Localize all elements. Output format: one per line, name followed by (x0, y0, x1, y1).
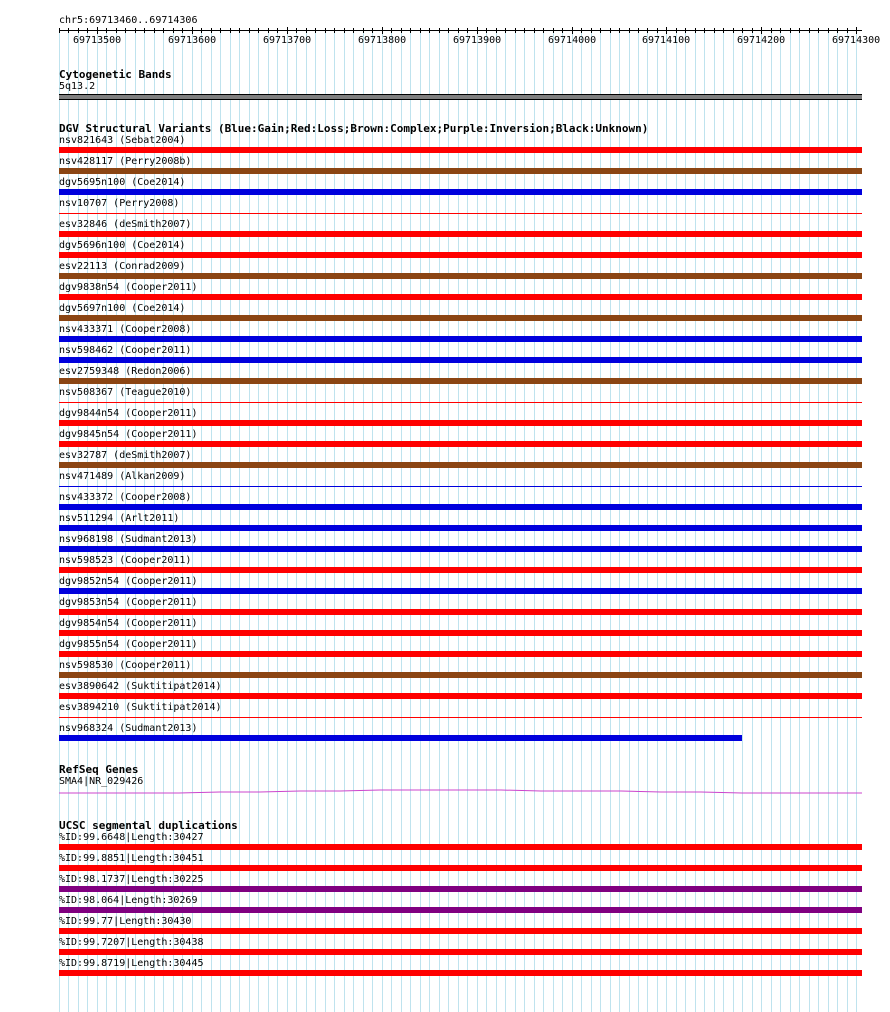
ruler-minor-tick (372, 28, 373, 33)
dgv-feature-bar[interactable] (59, 693, 862, 699)
ruler-minor-tick (647, 28, 648, 33)
dgv-feature-bar[interactable] (59, 420, 862, 426)
ruler-minor-tick (239, 28, 240, 33)
dgv-feature-label[interactable]: esv2759348 (Redon2006) (59, 366, 192, 377)
ruler-minor-tick (591, 28, 592, 33)
ruler-minor-tick (258, 28, 259, 33)
ruler-minor-tick (477, 27, 478, 34)
dgv-feature-bar[interactable] (59, 378, 862, 384)
dgv-feature-bar[interactable] (59, 609, 862, 615)
dgv-feature-bar[interactable] (59, 672, 862, 678)
ruler-tick-label: 69713600 (168, 35, 217, 46)
ruler-minor-tick (448, 28, 449, 33)
dgv-feature-bar[interactable] (59, 336, 862, 342)
segdup-feature-label[interactable]: %ID:99.8851|Length:30451 (59, 853, 204, 864)
ruler-minor-tick (676, 28, 677, 33)
dgv-feature-label[interactable]: esv22113 (Conrad2009) (59, 261, 186, 272)
dgv-feature-bar[interactable] (59, 189, 862, 195)
dgv-feature-label[interactable]: nsv598523 (Cooper2011) (59, 555, 192, 566)
dgv-feature-label[interactable]: nsv508367 (Teague2010) (59, 387, 192, 398)
ruler-minor-tick (154, 28, 155, 33)
dgv-feature-bar[interactable] (59, 735, 742, 741)
ruler-minor-tick (581, 28, 582, 33)
dgv-feature-label[interactable]: nsv511294 (Arlt2011) (59, 513, 180, 524)
ruler-minor-tick (353, 28, 354, 33)
ruler-minor-tick (391, 28, 392, 33)
segdup-feature-bar[interactable] (59, 844, 862, 850)
ruler-minor-tick (619, 28, 620, 33)
dgv-feature-label[interactable]: esv32787 (deSmith2007) (59, 450, 192, 461)
ruler-minor-tick (78, 28, 79, 33)
ruler-minor-tick (685, 28, 686, 33)
locus-label: chr5:69713460..69714306 (59, 15, 198, 26)
segdup-feature-bar[interactable] (59, 970, 862, 976)
segdup-feature-label[interactable]: %ID:99.6648|Length:30427 (59, 832, 204, 843)
ruler-tick-label: 69714000 (548, 35, 597, 46)
ruler-minor-tick (106, 28, 107, 33)
ruler-tick-label: 69714100 (642, 35, 691, 46)
ruler-tick-label: 69714300 (832, 35, 881, 46)
ruler-minor-tick (657, 28, 658, 33)
ruler-minor-tick (429, 28, 430, 33)
dgv-feature-bar[interactable] (59, 357, 862, 363)
dgv-feature-bar[interactable] (59, 486, 862, 487)
dgv-feature-bar[interactable] (59, 651, 862, 657)
ruler-minor-tick (467, 28, 468, 33)
ruler-minor-tick (325, 28, 326, 33)
segdup-track-title: UCSC segmental duplications (59, 819, 238, 832)
ruler-minor-tick (505, 28, 506, 33)
dgv-feature-label[interactable]: nsv598462 (Cooper2011) (59, 345, 192, 356)
refseq-intron-line[interactable] (59, 790, 862, 793)
ruler-minor-tick (334, 28, 335, 33)
dgv-feature-label[interactable]: nsv10707 (Perry2008) (59, 198, 180, 209)
ruler-minor-tick (553, 28, 554, 33)
dgv-feature-bar[interactable] (59, 252, 862, 258)
ruler-minor-tick (182, 28, 183, 33)
ruler-minor-tick (287, 27, 288, 34)
dgv-feature-bar[interactable] (59, 168, 862, 174)
ruler-minor-tick (363, 28, 364, 33)
ruler-minor-tick (486, 28, 487, 33)
dgv-feature-label[interactable]: nsv471489 (Alkan2009) (59, 471, 186, 482)
dgv-feature-label[interactable]: esv3890642 (Suktitipat2014) (59, 681, 222, 692)
dgv-feature-label[interactable]: dgv9852n54 (Cooper2011) (59, 576, 198, 587)
ruler-minor-tick (714, 28, 715, 33)
dgv-feature-bar[interactable] (59, 525, 862, 531)
segdup-feature-bar[interactable] (59, 886, 862, 892)
ruler-minor-tick (249, 28, 250, 33)
ruler-minor-tick (68, 28, 69, 33)
dgv-feature-bar[interactable] (59, 462, 862, 468)
ruler-minor-tick (315, 28, 316, 33)
ruler-tick-label: 69713700 (263, 35, 312, 46)
dgv-feature-label[interactable]: dgv9855n54 (Cooper2011) (59, 639, 198, 650)
dgv-feature-label[interactable]: dgv5696n100 (Coe2014) (59, 240, 186, 251)
ruler-minor-tick (742, 28, 743, 33)
dgv-feature-label[interactable]: nsv598530 (Cooper2011) (59, 660, 192, 671)
ruler-minor-tick (277, 28, 278, 33)
dgv-feature-bar[interactable] (59, 231, 862, 237)
ruler-minor-tick (211, 28, 212, 33)
segdup-feature-label[interactable]: %ID:99.77|Length:30430 (59, 916, 192, 927)
ruler-minor-tick (629, 28, 630, 33)
ruler-minor-tick (163, 28, 164, 33)
ruler-minor-tick (344, 28, 345, 33)
segdup-feature-label[interactable]: %ID:99.8719|Length:30445 (59, 958, 204, 969)
cytoband-track-title: Cytogenetic Bands (59, 68, 172, 81)
ruler-minor-tick (856, 27, 857, 34)
dgv-feature-label[interactable]: nsv968324 (Sudmant2013) (59, 723, 198, 734)
ruler-minor-tick (220, 28, 221, 33)
ruler-minor-tick (543, 28, 544, 33)
ruler-minor-tick (382, 27, 383, 34)
segdup-feature-bar[interactable] (59, 907, 862, 913)
refseq-gene-model[interactable] (59, 786, 862, 796)
dgv-track-title: DGV Structural Variants (Blue:Gain;Red:Loss;Brown:Complex;Purple:Inversion;Black:Unknown) (59, 122, 649, 135)
ruler-tick-label: 69713900 (453, 35, 502, 46)
dgv-feature-bar[interactable] (59, 504, 862, 510)
ruler-tick-label: 69713500 (73, 35, 122, 46)
ruler-minor-tick (458, 28, 459, 33)
ruler-minor-tick (59, 28, 60, 33)
ruler-minor-tick (201, 28, 202, 33)
ruler-minor-tick (116, 28, 117, 33)
dgv-feature-bar[interactable] (59, 147, 862, 153)
ruler-minor-tick (534, 28, 535, 33)
dgv-feature-bar[interactable] (59, 315, 862, 321)
ruler-minor-tick (410, 28, 411, 33)
dgv-feature-bar[interactable] (59, 630, 862, 636)
ruler-minor-tick (230, 28, 231, 33)
dgv-feature-bar[interactable] (59, 717, 862, 718)
ruler-tick-label: 69713800 (358, 35, 407, 46)
ruler-minor-tick (847, 28, 848, 33)
ruler-minor-tick (296, 28, 297, 33)
dgv-feature-bar[interactable] (59, 273, 862, 279)
segdup-feature-label[interactable]: %ID:98.1737|Length:30225 (59, 874, 204, 885)
cytoband-bar[interactable] (59, 94, 862, 100)
ruler-minor-tick (600, 28, 601, 33)
dgv-feature-bar[interactable] (59, 402, 862, 403)
ruler-minor-tick (809, 28, 810, 33)
ruler-minor-tick (125, 28, 126, 33)
ruler-minor-tick (771, 28, 772, 33)
ruler-minor-tick (837, 28, 838, 33)
dgv-feature-label[interactable]: nsv433372 (Cooper2008) (59, 492, 192, 503)
dgv-feature-label[interactable]: dgv9845n54 (Cooper2011) (59, 429, 198, 440)
dgv-feature-label[interactable]: esv3894210 (Suktitipat2014) (59, 702, 222, 713)
ruler-minor-tick (761, 27, 762, 34)
dgv-feature-label[interactable]: nsv821643 (Sebat2004) (59, 135, 186, 146)
segdup-feature-bar[interactable] (59, 865, 862, 871)
ruler-minor-tick (695, 28, 696, 33)
ruler-minor-tick (144, 28, 145, 33)
ruler-minor-tick (420, 28, 421, 33)
dgv-feature-label[interactable]: nsv428117 (Perry2008b) (59, 156, 192, 167)
ruler-minor-tick (572, 27, 573, 34)
ruler-minor-tick (799, 28, 800, 33)
segdup-feature-bar[interactable] (59, 928, 862, 934)
ruler-minor-tick (790, 28, 791, 33)
refseq-track-title: RefSeq Genes (59, 763, 139, 776)
dgv-feature-bar[interactable] (59, 441, 862, 447)
ruler-minor-tick (562, 28, 563, 33)
ruler-minor-tick (733, 28, 734, 33)
ruler-minor-tick (401, 28, 402, 33)
dgv-feature-label[interactable]: nsv968198 (Sudmant2013) (59, 534, 198, 545)
dgv-feature-bar[interactable] (59, 213, 862, 214)
ruler-minor-tick (780, 28, 781, 33)
refseq-gene-label: SMA4|NR_029426 (59, 776, 144, 787)
ruler-minor-tick (828, 28, 829, 33)
ruler-minor-tick (818, 28, 819, 33)
dgv-feature-label[interactable]: dgv5695n100 (Coe2014) (59, 177, 186, 188)
ruler-minor-tick (439, 28, 440, 33)
ruler-minor-tick (638, 28, 639, 33)
dgv-feature-label[interactable]: nsv433371 (Cooper2008) (59, 324, 192, 335)
dgv-feature-bar[interactable] (59, 294, 862, 300)
dgv-feature-label[interactable]: dgv5697n100 (Coe2014) (59, 303, 186, 314)
ruler-minor-tick (666, 27, 667, 34)
ruler-minor-tick (306, 28, 307, 33)
dgv-feature-label[interactable]: dgv9838n54 (Cooper2011) (59, 282, 198, 293)
dgv-feature-bar[interactable] (59, 567, 862, 573)
ruler-minor-tick (496, 28, 497, 33)
ruler-tick-label: 69714200 (737, 35, 786, 46)
dgv-feature-label[interactable]: dgv9853n54 (Cooper2011) (59, 597, 198, 608)
ruler-minor-tick (192, 27, 193, 34)
ruler-minor-tick (524, 28, 525, 33)
segdup-feature-label[interactable]: %ID:98.064|Length:30269 (59, 895, 198, 906)
dgv-feature-bar[interactable] (59, 546, 862, 552)
ruler-minor-tick (268, 28, 269, 33)
ruler-minor-tick (515, 28, 516, 33)
ruler-minor-tick (87, 28, 88, 33)
ruler-minor-tick (752, 28, 753, 33)
segdup-feature-label[interactable]: %ID:99.7207|Length:30438 (59, 937, 204, 948)
ruler-minor-tick (135, 28, 136, 33)
dgv-feature-bar[interactable] (59, 588, 862, 594)
dgv-feature-label[interactable]: dgv9844n54 (Cooper2011) (59, 408, 198, 419)
ruler-minor-tick (704, 28, 705, 33)
segdup-feature-bar[interactable] (59, 949, 862, 955)
cytoband-label: 5q13.2 (59, 81, 96, 92)
dgv-feature-label[interactable]: esv32846 (deSmith2007) (59, 219, 192, 230)
ruler-minor-tick (610, 28, 611, 33)
ruler-minor-tick (173, 28, 174, 33)
dgv-feature-label[interactable]: dgv9854n54 (Cooper2011) (59, 618, 198, 629)
ruler-minor-tick (723, 28, 724, 33)
ruler-minor-tick (97, 27, 98, 34)
